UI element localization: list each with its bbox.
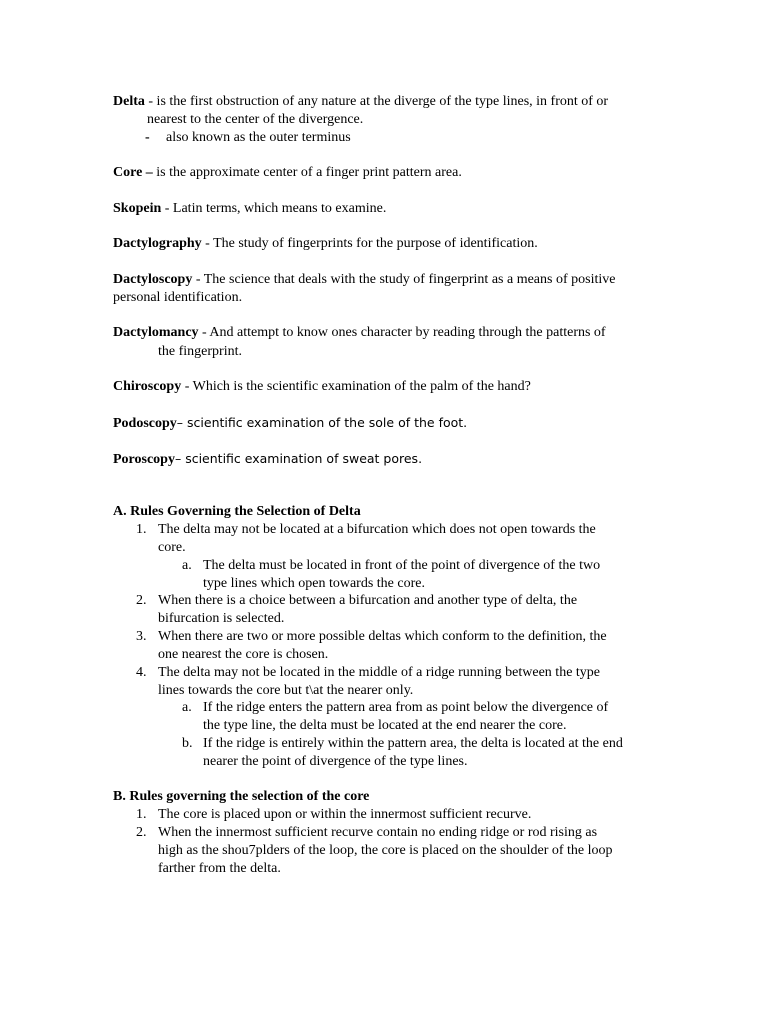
definition-dactylomancy [113,324,606,342]
rule-a4-continuation: lines towards the core but t\at the nearer only. [158,683,414,698]
definition-skopein-text: - Latin terms, which means to examine. [161,201,387,216]
bullet-dash: - [145,130,150,145]
definition-dactylography [113,235,538,253]
definition-chiroscopy-text: - Which is the scientific examination of the palm of the hand? [181,379,531,394]
definition-core [113,164,462,182]
rule-a4a-continuation: the type line, the delta must be located at the end nearer the core. [203,718,567,733]
definition-skopein [113,200,386,218]
rule-a4b-letter: b. [182,736,193,751]
rule-a4b-continuation: nearer the point of divergence of the type lines. [203,754,468,769]
rule-a1-text: The delta may not be located at a bifurcation which does not open towards the [158,522,596,537]
rule-a2-number: 2. [136,593,147,608]
definition-dactyloscopy-text: - The science that deals with the study of fingerprint as a means of positive [192,272,616,287]
rule-a4a-letter: a. [182,700,192,715]
definition-delta-text: - is the first obstruction of any nature at the diverge of the type lines, in front of or [144,94,609,109]
definition-podoscopy [113,414,467,433]
term-poroscopy: Poroscopy [113,452,175,467]
definition-dactyloscopy-continuation: personal identification. [113,290,243,305]
rule-a4a-text: If the ridge enters the pattern area from as point below the divergence of [203,700,609,715]
rule-a1a-continuation: type lines which open towards the core. [203,576,425,591]
rule-b1-text: The core is placed upon or within the innermost sufficient recurve. [158,807,532,822]
rule-a1-number: 1. [136,522,147,537]
definition-podoscopy-text: – scientific examination of the sole of the foot. [176,415,468,430]
rule-a3-number: 3. [136,629,147,644]
rule-a3-continuation: one nearest the core is chosen. [158,647,329,662]
rule-a4b-text: If the ridge is entirely within the pattern area, the delta is located at the end [203,736,623,751]
definition-poroscopy-text: – scientific examination of sweat pores. [174,451,423,466]
section-a-heading: A. Rules Governing the Selection of Delta [113,504,361,519]
term-dactylography: Dactylography [113,236,202,251]
rule-b2-continuation-2: farther from the delta. [158,861,281,876]
rule-a4-text: The delta may not be located in the middle of a ridge running between the type [158,665,601,680]
rule-a1a-letter: a. [182,558,192,573]
term-podoscopy: Podoscopy [113,416,177,431]
rule-a3-text: When there are two or more possible deltas which conform to the definition, the [158,629,607,644]
term-delta: Delta [113,94,145,109]
definition-dactylography-text: - The study of fingerprints for the purpose of identification. [201,236,538,251]
term-skopein: Skopein [113,201,162,216]
term-dactylomancy: Dactylomancy [113,325,199,340]
rule-a2-continuation: bifurcation is selected. [158,611,285,626]
rule-a1-continuation: core. [158,540,186,555]
definition-delta [113,93,608,111]
definition-dactylomancy-text: - And attempt to know ones character by reading through the patterns of [198,325,606,340]
rule-a2-text: When there is a choice between a bifurcation and another type of delta, the [158,593,578,608]
definition-dactylomancy-continuation: the fingerprint. [158,344,242,359]
rule-b2-text: When the innermost sufficient recurve contain no ending ridge or rod rising as [158,825,598,840]
definition-poroscopy [113,450,422,469]
term-core: Core – [113,165,153,180]
definition-core-text: is the approximate center of a finger print pattern area. [152,165,462,180]
definition-dactyloscopy [113,271,615,289]
rule-b2-continuation: high as the shou7plders of the loop, the core is placed on the shoulder of the loop [158,843,613,858]
definition-chiroscopy [113,378,531,396]
rule-a4-number: 4. [136,665,147,680]
term-chiroscopy: Chiroscopy [113,379,182,394]
definition-delta-continuation: nearest to the center of the divergence. [147,112,364,127]
rule-b2-number: 2. [136,825,147,840]
rule-a1a-text: The delta must be located in front of the point of divergence of the two [203,558,601,573]
rule-b1-number: 1. [136,807,147,822]
bullet-outer-terminus: also known as the outer terminus [166,130,351,145]
section-b-heading: B. Rules governing the selection of the core [113,789,370,804]
term-dactyloscopy: Dactyloscopy [113,272,193,287]
